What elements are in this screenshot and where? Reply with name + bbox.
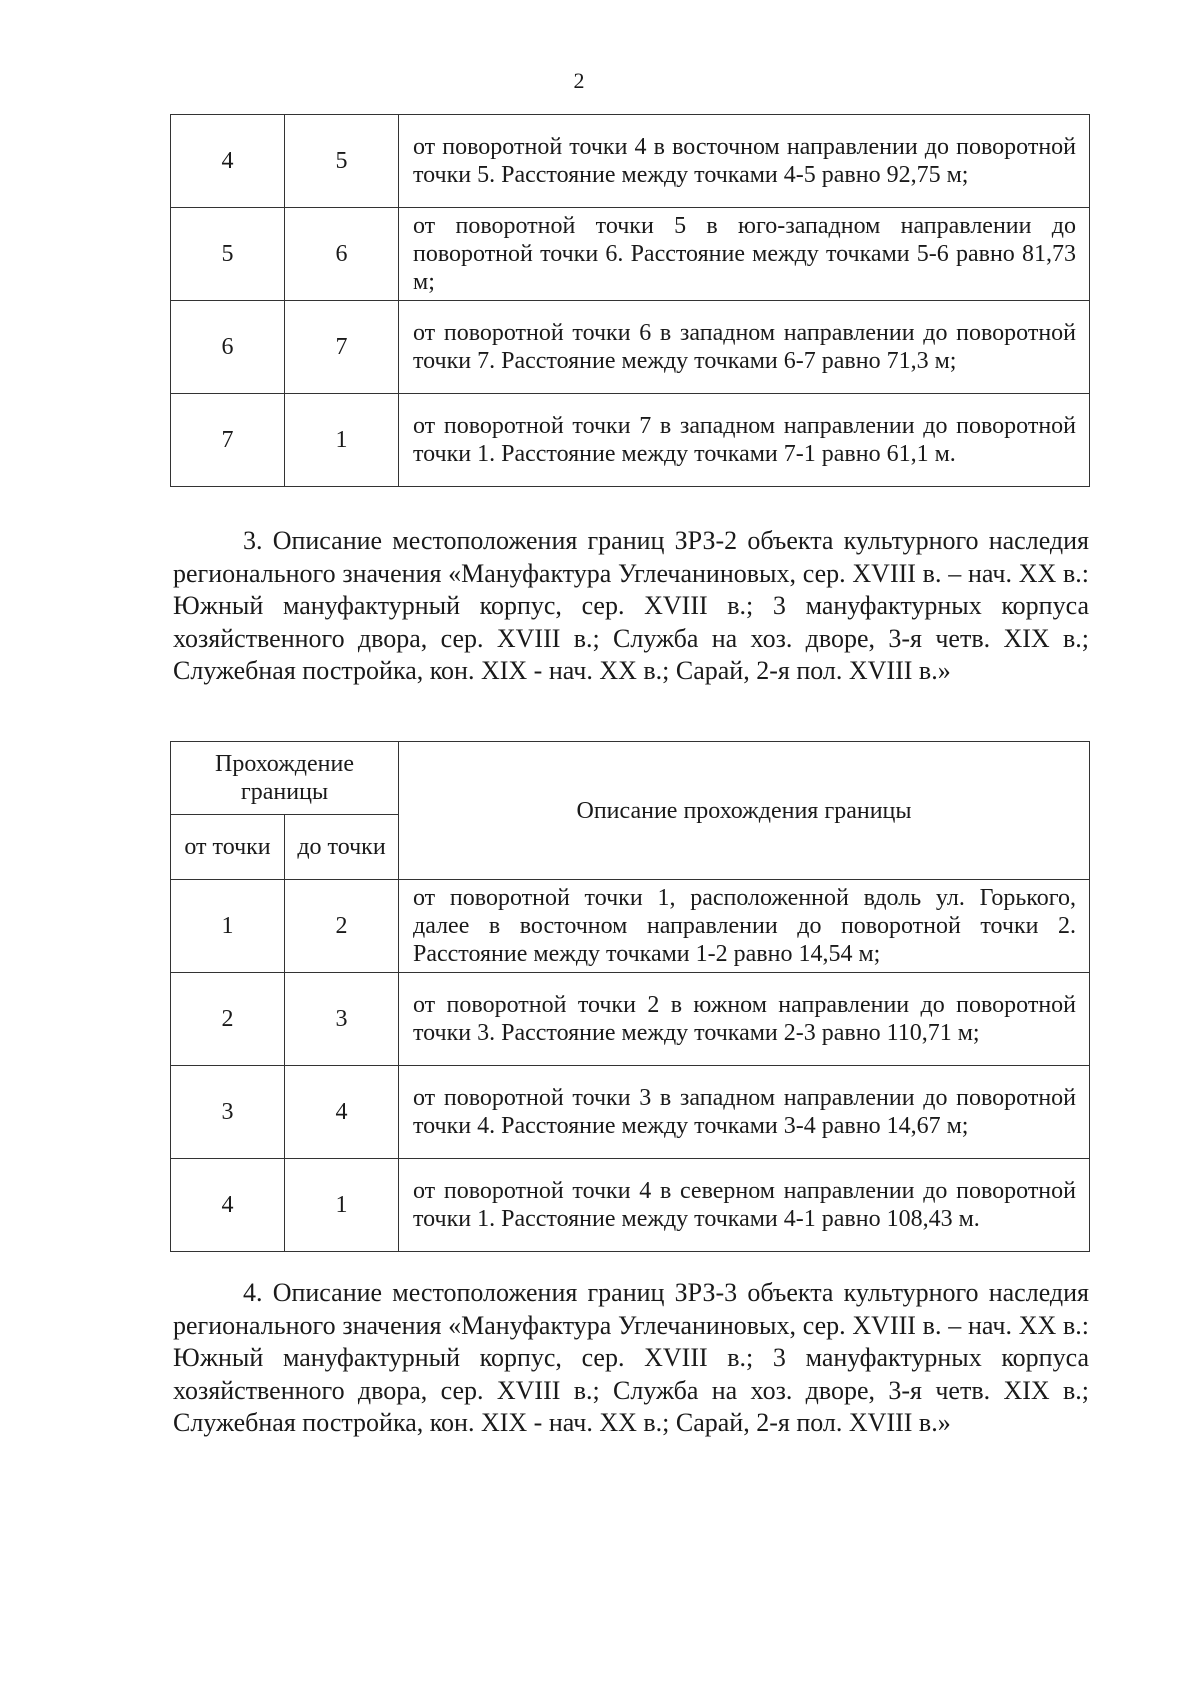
from-point-cell: 6 bbox=[171, 301, 285, 394]
to-point-cell: 4 bbox=[285, 1066, 399, 1159]
from-point-cell: 4 bbox=[171, 1159, 285, 1252]
to-point-cell: 3 bbox=[285, 973, 399, 1066]
section-3-text: 3. Описание местоположения границ ЗРЗ-2 объекта культурного наследия регионального значения «Мануфактура Углечаниновых, сер. XVIII в. – нач. XX в.: Южный мануфактурный корпус, сер. XVIII в.; 3 мануфактурных корпуса хозяйственного двора, сер. XVIII в.; Служба на хоз. дворе, 3-я четв. XIX в.; Служебная постройка, кон. XIX - нач. XX в.; Сарай, 2-я пол. XVIII в.» bbox=[173, 526, 1089, 685]
from-point-cell: 2 bbox=[171, 973, 285, 1066]
header-boundary-passage: Прохождение границы bbox=[171, 742, 399, 815]
description-cell: от поворотной точки 5 в юго-западном направлении до поворотной точки 6. Расстояние между точками 5-6 равно 81,73 м; bbox=[399, 208, 1090, 301]
section-4-paragraph bbox=[173, 1277, 1089, 1440]
to-point-cell: 5 bbox=[285, 115, 399, 208]
to-point-cell: 6 bbox=[285, 208, 399, 301]
table-row bbox=[171, 973, 1090, 1066]
from-point-cell: 7 bbox=[171, 394, 285, 487]
to-point-cell: 1 bbox=[285, 1159, 399, 1252]
boundary-table-continued bbox=[170, 114, 1090, 487]
table-row bbox=[171, 301, 1090, 394]
header-boundary-description: Описание прохождения границы bbox=[399, 742, 1090, 880]
description-cell: от поворотной точки 4 в восточном направлении до поворотной точки 5. Расстояние между точками 4-5 равно 92,75 м; bbox=[399, 115, 1090, 208]
table-row bbox=[171, 880, 1090, 973]
from-point-cell: 1 bbox=[171, 880, 285, 973]
table-row bbox=[171, 1066, 1090, 1159]
description-cell: от поворотной точки 4 в северном направлении до поворотной точки 1. Расстояние между точками 4-1 равно 108,43 м. bbox=[399, 1159, 1090, 1252]
from-point-cell: 5 bbox=[171, 208, 285, 301]
section-3-paragraph bbox=[173, 525, 1089, 688]
description-cell: от поворотной точки 7 в западном направлении до поворотной точки 1. Расстояние между точками 7-1 равно 61,1 м. bbox=[399, 394, 1090, 487]
zrz2-boundary-table bbox=[170, 741, 1090, 1252]
table-row bbox=[171, 115, 1090, 208]
header-to-point: до точки bbox=[285, 815, 399, 880]
table-header-row bbox=[171, 742, 1090, 815]
to-point-cell: 2 bbox=[285, 880, 399, 973]
header-from-point: от точки bbox=[171, 815, 285, 880]
description-cell: от поворотной точки 2 в южном направлении до поворотной точки 3. Расстояние между точками 2-3 равно 110,71 м; bbox=[399, 973, 1090, 1066]
table-row bbox=[171, 208, 1090, 301]
page-number: 2 bbox=[573, 68, 585, 93]
section-4-text: 4. Описание местоположения границ ЗРЗ-3 объекта культурного наследия регионального значения «Мануфактура Углечаниновых, сер. XVIII в. – нач. XX в.: Южный мануфактурный корпус, сер. XVIII в.; 3 мануфактурных корпуса хозяйственного двора, сер. XVIII в.; Служба на хоз. дворе, 3-я четв. XIX в.; Служебная постройка, кон. XIX - нач. XX в.; Сарай, 2-я пол. XVIII в.» bbox=[173, 1278, 1089, 1437]
to-point-cell: 7 bbox=[285, 301, 399, 394]
description-cell: от поворотной точки 1, расположенной вдоль ул. Горького, далее в восточном направлении до поворотной точки 2. Расстояние между точками 1-2 равно 14,54 м; bbox=[399, 880, 1090, 973]
table-row bbox=[171, 394, 1090, 487]
table-row bbox=[171, 1159, 1090, 1252]
from-point-cell: 3 bbox=[171, 1066, 285, 1159]
description-cell: от поворотной точки 3 в западном направлении до поворотной точки 4. Расстояние между точками 3-4 равно 14,67 м; bbox=[399, 1066, 1090, 1159]
from-point-cell: 4 bbox=[171, 115, 285, 208]
description-cell: от поворотной точки 6 в западном направлении до поворотной точки 7. Расстояние между точками 6-7 равно 71,3 м; bbox=[399, 301, 1090, 394]
to-point-cell: 1 bbox=[285, 394, 399, 487]
